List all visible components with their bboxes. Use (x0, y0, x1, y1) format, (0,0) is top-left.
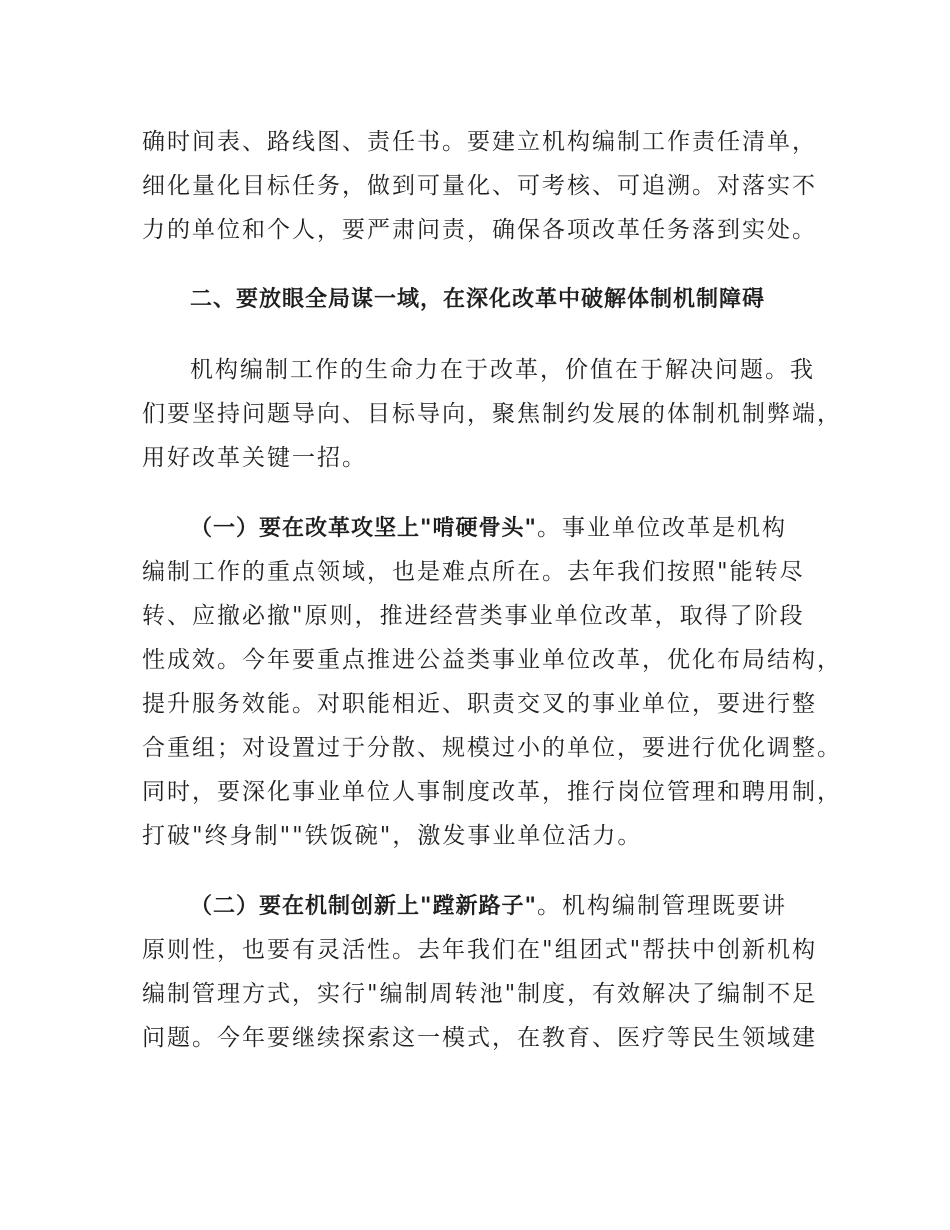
text-line: 机构编制工作的生命力在于改革，价值在于解决问题。我 (190, 357, 815, 383)
item-1-first-rest: 。事业单位改革是机构 (536, 515, 787, 541)
item-2-first-rest: 。机构编制管理既要讲 (536, 893, 787, 919)
text-line: 细化量化目标任务，做到可量化、可考核、可追溯。对落实不 (142, 173, 817, 199)
text-line: 编制管理方式，实行"编制周转池"制度，有效解决了编制不足 (142, 981, 818, 1007)
text-line: 提升服务效能。对职能相近、职责交叉的事业单位，要进行整 (142, 691, 817, 717)
document-body (142, 120, 842, 1060)
paragraph-intro-continued (142, 120, 822, 252)
text-line: 编制工作的重点领域，也是难点所在。去年我们按照"能转尽 (142, 559, 805, 585)
text-line: 确时间表、路线图、责任书。要建立机构编制工作责任清单， (142, 129, 817, 155)
text-line: 性成效。今年要重点推进公益类事业单位改革，优化布局结构， (142, 647, 842, 673)
text-line: 力的单位和个人，要严肃问责，确保各项改革任务落到实处。 (142, 217, 817, 243)
text-line (142, 884, 822, 928)
text-line: 同时，要深化事业单位人事制度改革，推行岗位管理和聘用制， (142, 779, 842, 805)
text-line: 原则性，也要有灵活性。去年我们在"组团式"帮扶中创新机构 (142, 937, 818, 963)
paragraph-item-1 (142, 506, 842, 858)
paragraph-item-2 (142, 884, 822, 1060)
text-line: 们要坚持问题导向、目标导向，聚焦制约发展的体制机制弊端， (142, 401, 842, 427)
text-line: 问题。今年要继续探索这一模式，在教育、医疗等民生领域建 (142, 1025, 817, 1051)
text-line: 用好改革关键一招。 (142, 445, 367, 471)
text-line: 打破"终身制""铁饭碗"，激发事业单位活力。 (142, 823, 643, 849)
item-1-lead: （一）要在改革攻坚上"啃硬骨头" (190, 516, 537, 541)
text-line: 合重组；对设置过于分散、规模过小的单位，要进行优化调整。 (142, 735, 842, 761)
item-2-lead: （二）要在机制创新上"蹚新路子" (190, 894, 537, 919)
paragraph-section-intro (142, 348, 842, 480)
text-line: 转、应撤必撤"原则，推进经营类事业单位改革，取得了阶段 (142, 603, 805, 629)
text-line (142, 506, 822, 550)
section-heading: 二、要放眼全局谋一域，在深化改革中破解体制机制障碍 (190, 287, 766, 312)
